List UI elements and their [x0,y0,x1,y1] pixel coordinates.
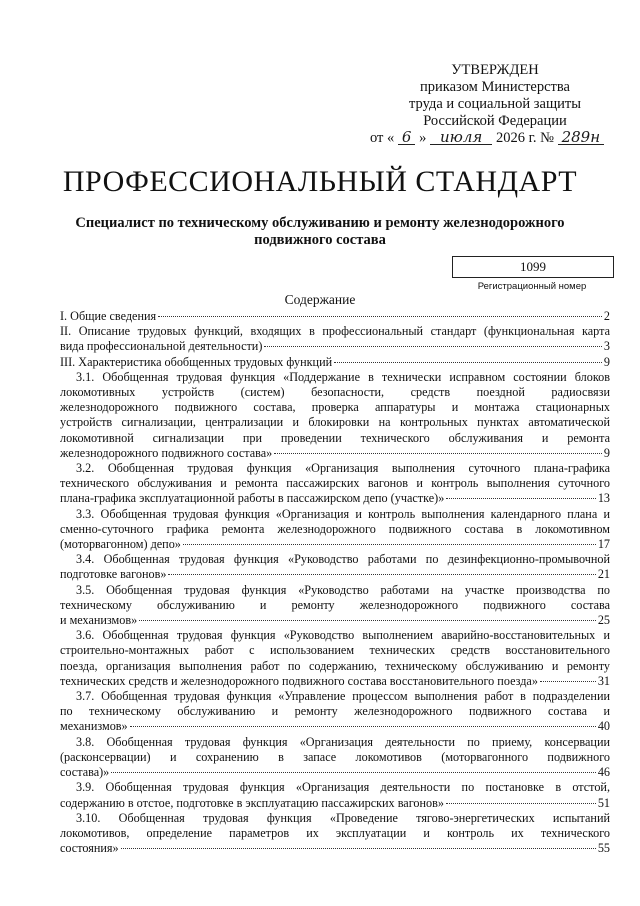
toc-leader-dots [446,803,596,804]
toc-page-number: 3 [603,339,610,354]
toc-entry-text: и механизмов» [60,613,138,628]
toc-entry[interactable] [60,780,610,810]
toc-entry-text: строительно-монтажных работ с использованием технических средств восстановительного [60,643,610,658]
toc-page-number: 2 [603,309,610,323]
toc-entry-text: (расконсервации) и сохранению в запасе локомотивов (моторвагонного подвижного [60,749,610,764]
toc-page-number: 55 [597,841,610,856]
toc-entry[interactable] [60,370,610,461]
toc-page-number: 21 [597,567,610,582]
toc-entry-text: 3.8. Обобщенная трудовая функция «Организация деятельности по приему, консервации [76,734,610,749]
toc-leader-dots [139,620,596,621]
toc-entry[interactable] [60,461,610,507]
toc-leader-dots [264,346,602,347]
toc-entry-text: (моторвагонном) депо» [60,537,181,552]
toc-entry-text: содержанию в отстое, подготовке в эксплуатацию пассажирских вагонов» [60,795,444,810]
toc-entry[interactable] [60,552,610,582]
toc-entry-text: I. Общие сведения [60,309,157,323]
toc-entry-text: 3.3. Обобщенная трудовая функция «Организация и контроль выполнения календарного плана и [76,506,610,521]
toc-entry-text: механизмов» [60,719,128,734]
document-subtitle: Специалист по техническому обслуживанию и ремонту железнодорожного подвижного состава [75,215,565,248]
toc-entry-text: 3.2. Обобщенная трудовая функция «Организация выполнения суточного плана-графика [76,461,610,476]
toc-entry[interactable] [60,628,610,689]
toc-entry-text: 3.7. Обобщенная трудовая функция «Управление процессом выполнения работ в подразделении [76,689,610,704]
registration-number-box: 1099 [452,256,614,278]
toc-entry-text: поезда, организация выполнения работ по содержанию, техническому обслуживанию и ремонту [60,658,610,673]
approval-line-2: труда и социальной защиты [409,96,581,112]
approval-heading: УТВЕРЖДЕН [451,62,539,78]
toc-entry-text: III. Характеристика обобщенных трудовых функций [60,354,333,369]
date-year: 2026 г. № [495,130,554,146]
table-of-contents [60,309,610,856]
toc-leader-dots [111,772,596,773]
toc-leader-dots [121,848,596,849]
toc-leader-dots [168,574,595,575]
handwritten-month: июля [430,130,492,145]
toc-leader-dots [334,362,602,363]
toc-entry-text: состава)» [60,765,110,780]
toc-entry[interactable] [60,355,610,370]
toc-entry-text: по техническому обслуживанию и ремонту железнодорожного подвижного состава и [60,704,610,719]
toc-page-number: 25 [597,613,610,628]
handwritten-number: 289н [558,130,605,145]
toc-leader-dots [183,544,596,545]
toc-page-number: 9 [603,445,610,460]
toc-entry-text: технических средств и железнодорожного подвижного состава восстановительного поезда» [60,673,538,688]
toc-leader-dots [274,453,602,454]
toc-entry-text: локомотивных устройств (систем) безопасности, средств поездной радиосвязи [60,385,610,400]
handwritten-day: 6 [398,130,416,145]
toc-entry-text: плана-графика эксплуатационной работы в пассажирском депо (участке)» [60,491,445,506]
toc-entry[interactable] [60,324,610,354]
toc-entry-text: 3.6. Обобщенная трудовая функция «Руководство выполнением аварийно-восстановительных и [76,628,610,643]
toc-entry-text: 3.10. Обобщенная трудовая функция «Проведение тягово-энергетических испытаний [76,810,610,825]
toc-entry-text: 3.9. Обобщенная трудовая функция «Организация деятельности по постановке в отстой, [76,780,610,795]
toc-heading: Содержание [284,292,356,307]
toc-entry-text: 3.1. Обобщенная трудовая функция «Поддержание в технически исправном состоянии блоков [76,369,610,384]
toc-leader-dots [158,316,602,317]
toc-entry-text: технического обслуживания и ремонта пассажирских вагонов и контроль выполнения суточного [60,476,610,491]
toc-entry-text: локомотивной сигнализации при проведении технического обслуживания и ремонта [60,430,610,445]
toc-entry-text: локомотивов, определение параметров их эксплуатации и контроль их технического [60,825,610,840]
approval-block [370,62,620,147]
toc-leader-dots [540,681,596,682]
toc-page-number: 17 [597,537,610,552]
date-mid: » [419,130,427,146]
registration-number-label: Регистрационный номер [477,281,587,292]
date-prefix: от « [370,130,395,146]
toc-page-number: 46 [597,765,610,780]
toc-entry-text: II. Описание трудовых функций, входящих в профессиональный стандарт (функциональная карта [60,324,610,339]
toc-entry-text: техническому обслуживанию и ремонту железнодорожного подвижного состава [60,597,610,612]
toc-entry-text: устройств сигнализации, централизации и блокировки на контрольных пунктах автоматической [60,415,610,430]
toc-entry-text: вида профессиональной деятельности) [60,339,263,354]
approval-line-1: приказом Министерства [420,79,570,95]
toc-entry[interactable] [60,309,610,324]
toc-entry-text: железнодорожного подвижного состава» [60,445,273,460]
toc-leader-dots [446,498,596,499]
toc-page-number: 9 [603,354,610,369]
toc-entry[interactable] [60,507,610,553]
toc-page-number: 40 [597,719,610,734]
approval-date-line [370,130,620,147]
toc-entry[interactable] [60,689,610,735]
document-title: ПРОФЕССИОНАЛЬНЫЙ СТАНДАРТ [62,165,578,198]
approval-line-3: Российской Федерации [423,113,567,129]
toc-entry-text: 3.5. Обобщенная трудовая функция «Руководство работами на участке производства по [76,582,610,597]
toc-page-number: 13 [597,491,610,506]
toc-entry-text: 3.4. Обобщенная трудовая функция «Руководство работами по дезинфекционно-промывочной [76,552,610,567]
toc-entry[interactable] [60,735,610,781]
toc-entry-text: состояния» [60,841,119,856]
toc-page-number: 51 [597,795,610,810]
toc-entry-text: сменно-суточного графика ремонта железнодорожного подвижного состава в локомотивном [60,521,610,536]
toc-leader-dots [130,726,596,727]
toc-entry-text: железнодорожного подвижного состава, проверка аппаратуры и монтажа стационарных [60,400,610,415]
toc-page-number: 31 [597,673,610,688]
toc-entry[interactable] [60,811,610,857]
toc-entry-text: подготовке вагонов» [60,567,167,582]
toc-entry[interactable] [60,583,610,629]
